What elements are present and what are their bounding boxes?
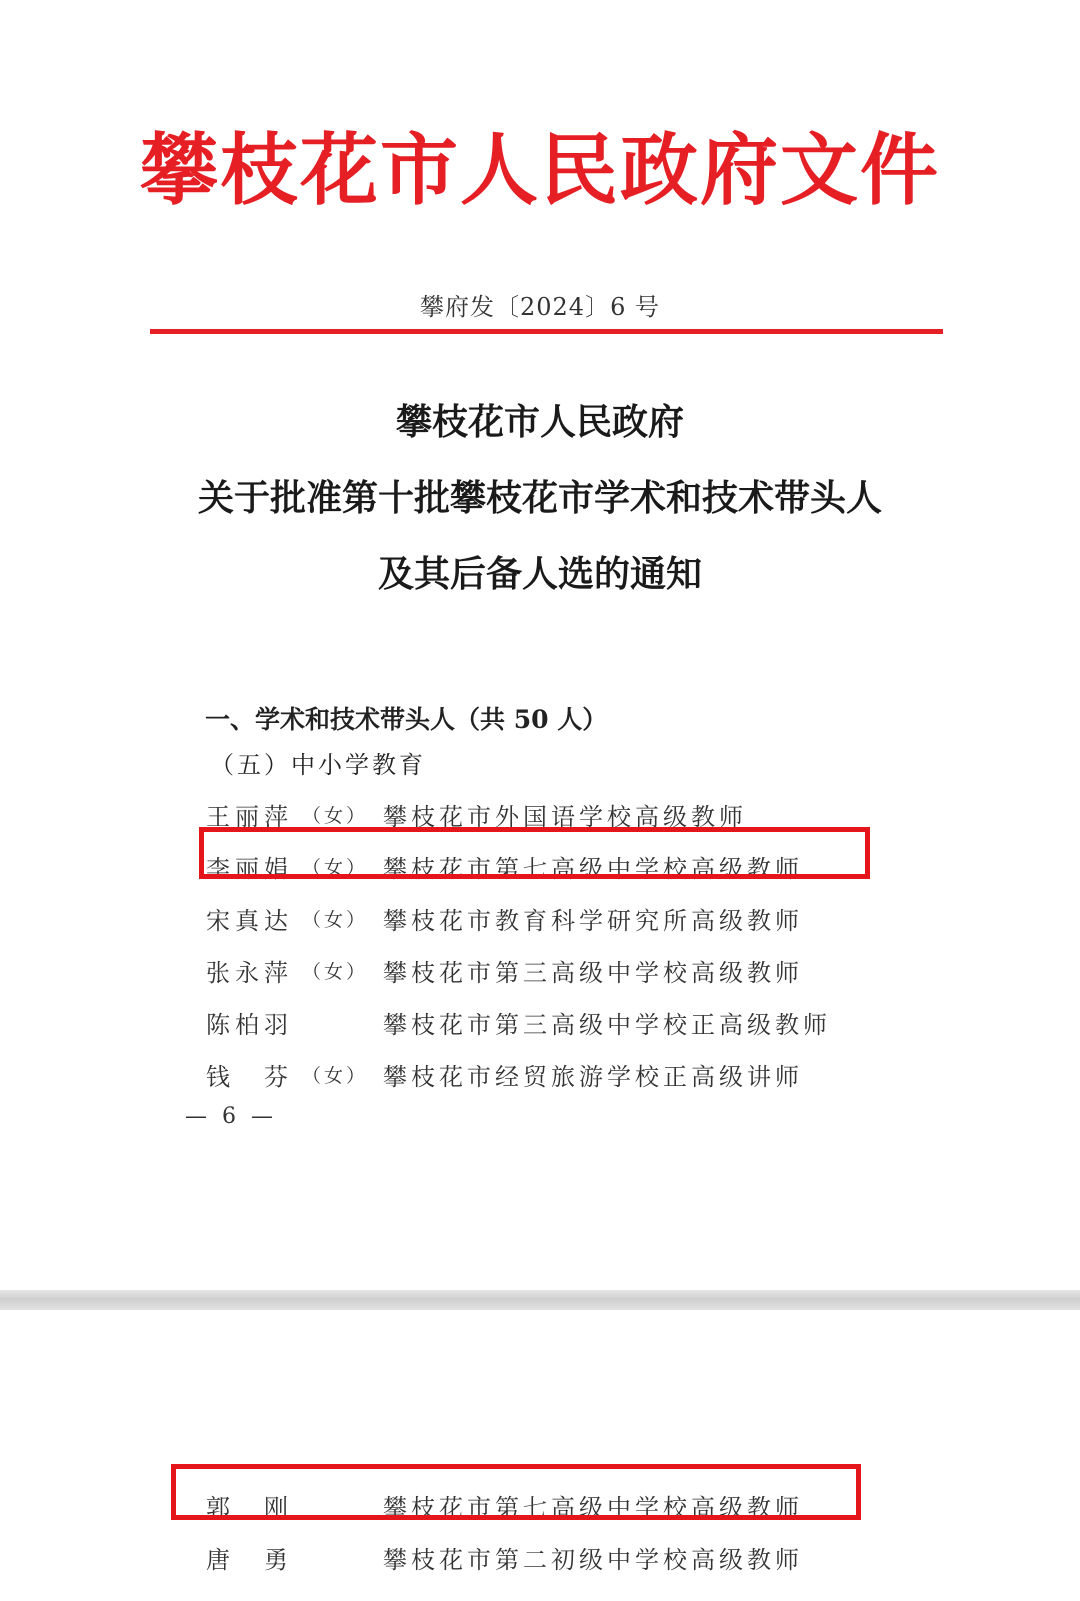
person-name: 宋真达 — [206, 907, 293, 935]
person-title: 攀枝花市第三高级中学校正高级教师 — [383, 1011, 831, 1039]
highlight-box — [199, 827, 870, 879]
list-item — [0, 1540, 1080, 1580]
person-gender: （女） — [302, 909, 369, 931]
person-name: 唐 勇 — [206, 1546, 293, 1574]
person-title: 攀枝花市教育科学研究所高级教师 — [383, 907, 803, 935]
person-name: 陈柏羽 — [206, 1011, 293, 1039]
notice-title-line-1: 攀枝花市人民政府 — [395, 401, 684, 443]
list-item — [0, 901, 1080, 941]
person-name: 王丽萍 — [206, 803, 293, 831]
person-title: 攀枝花市第七高级中学校高级教师 — [383, 855, 803, 883]
subsection-heading: （五）中小学教育 — [210, 751, 426, 779]
document-number: 攀府发〔2024〕6 号 — [420, 293, 660, 321]
person-title: 攀枝花市第二初级中学校高级教师 — [383, 1546, 803, 1574]
person-title: 攀枝花市第七高级中学校高级教师 — [383, 1494, 803, 1522]
highlight-box — [171, 1464, 861, 1520]
section-heading: 一、学术和技术带头人（共 50 人） — [205, 705, 608, 734]
list-item — [0, 1057, 1080, 1097]
list-item — [0, 1005, 1080, 1045]
person-gender: （女） — [302, 961, 369, 983]
notice-title-line-3: 及其后备人选的通知 — [377, 553, 702, 595]
person-name: 张永萍 — [206, 959, 293, 987]
person-title: 攀枝花市经贸旅游学校正高级讲师 — [383, 1063, 803, 1091]
notice-title-line-2: 关于批准第十批攀枝花市学术和技术带头人 — [197, 477, 882, 519]
red-divider-line — [150, 329, 943, 334]
page-separator — [0, 1290, 1080, 1310]
person-name: 郭 刚 — [206, 1494, 293, 1522]
person-gender: （女） — [302, 805, 369, 827]
page-number: — 6 — — [185, 1104, 277, 1129]
person-name: 钱 芬 — [206, 1063, 293, 1091]
person-name: 李丽娟 — [206, 855, 293, 883]
person-title: 攀枝花市外国语学校高级教师 — [383, 803, 747, 831]
person-gender: （女） — [302, 1065, 369, 1087]
person-gender: （女） — [302, 857, 369, 879]
document-header-title: 攀枝花市人民政府文件 — [139, 125, 940, 216]
person-title: 攀枝花市第三高级中学校高级教师 — [383, 959, 803, 987]
list-item — [0, 953, 1080, 993]
